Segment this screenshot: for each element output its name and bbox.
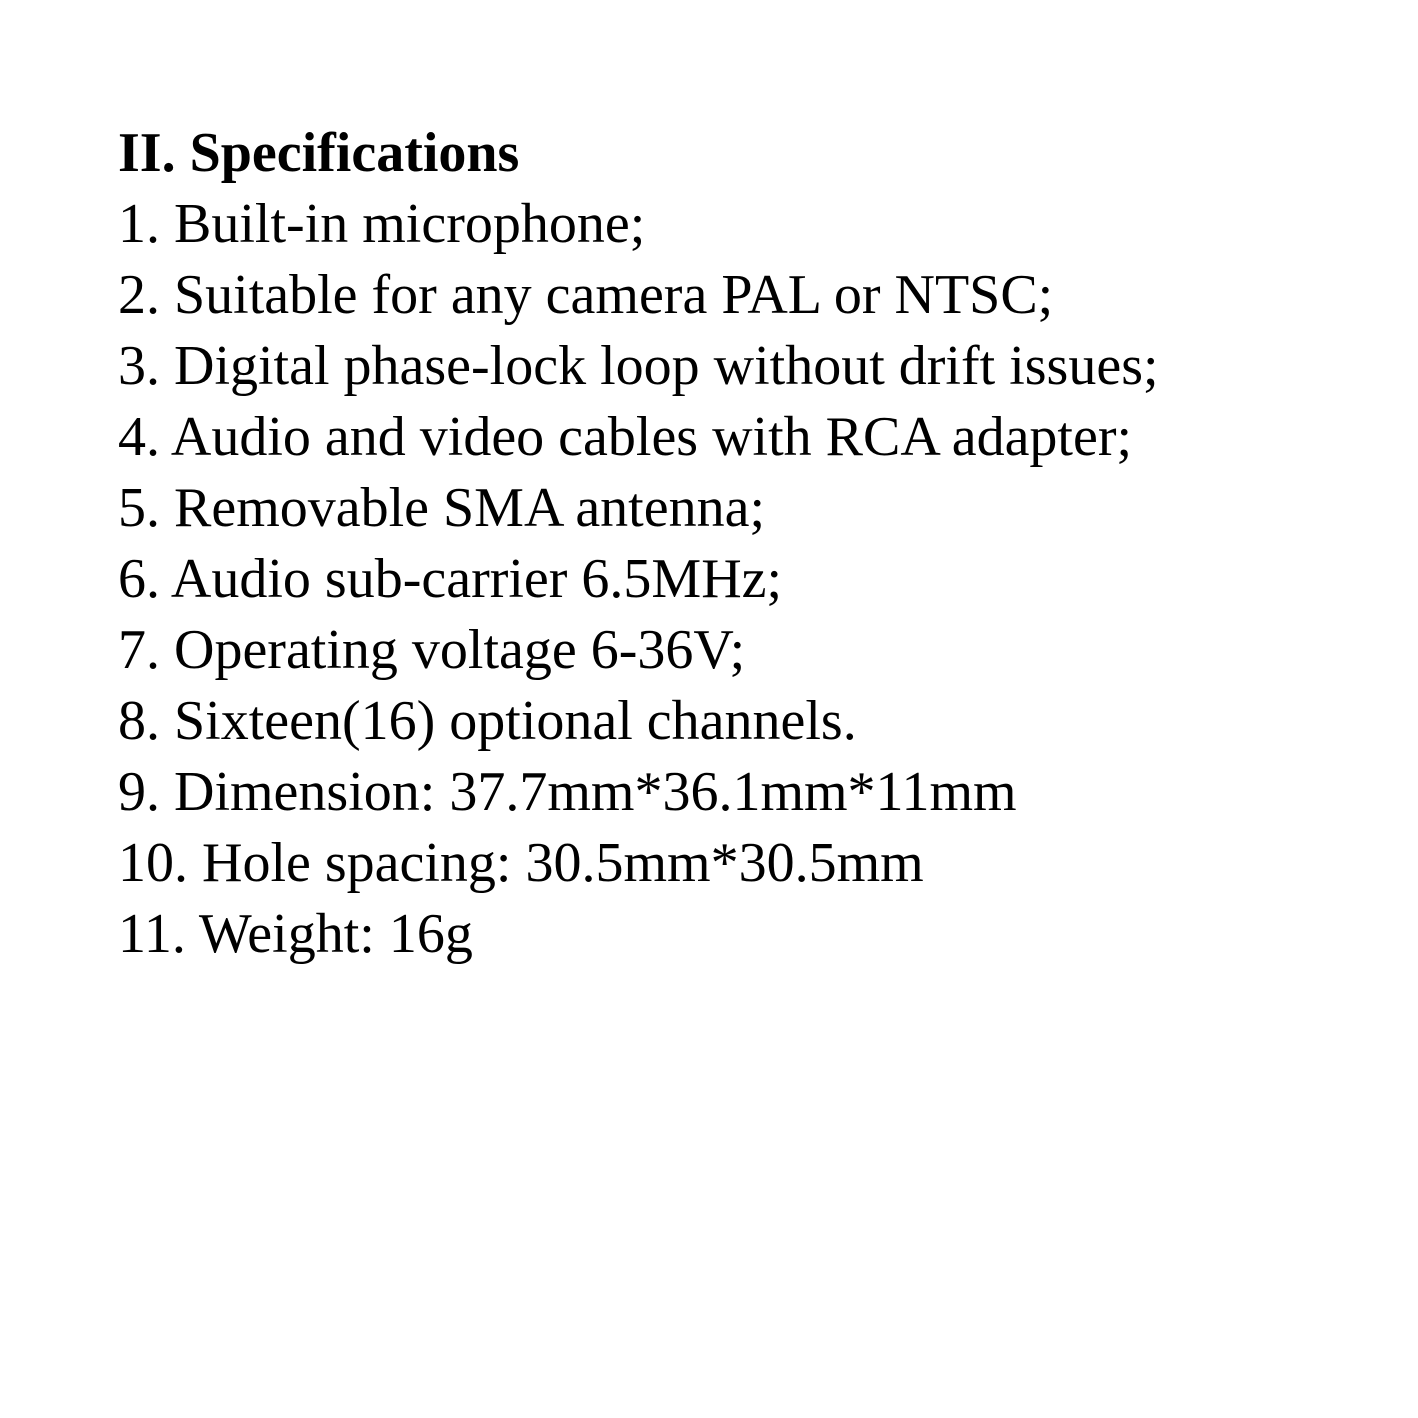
section-title: II. Specifications [118,122,520,184]
spec-item-11: 11. Weight: 16g [118,903,473,965]
specifications-section [118,118,1318,970]
spec-item-10: 10. Hole spacing: 30.5mm*30.5mm [118,832,924,894]
spec-item-1: 1. Built-in microphone; [118,193,646,255]
spec-item-4: 4. Audio and video cables with RCA adapter; [118,406,1133,468]
spec-list [118,189,1318,970]
spec-item-7: 7. Operating voltage 6-36V; [118,619,746,681]
spec-item-5: 5. Removable SMA antenna; [118,477,766,539]
spec-item-8: 8. Sixteen(16) optional channels. [118,690,857,752]
spec-item-9: 9. Dimension: 37.7mm*36.1mm*11mm [118,761,1017,823]
spec-item-2: 2. Suitable for any camera PAL or NTSC; [118,264,1054,326]
spec-item-6: 6. Audio sub-carrier 6.5MHz; [118,548,783,610]
spec-item-3: 3. Digital phase-lock loop without drift issues; [118,335,1159,397]
